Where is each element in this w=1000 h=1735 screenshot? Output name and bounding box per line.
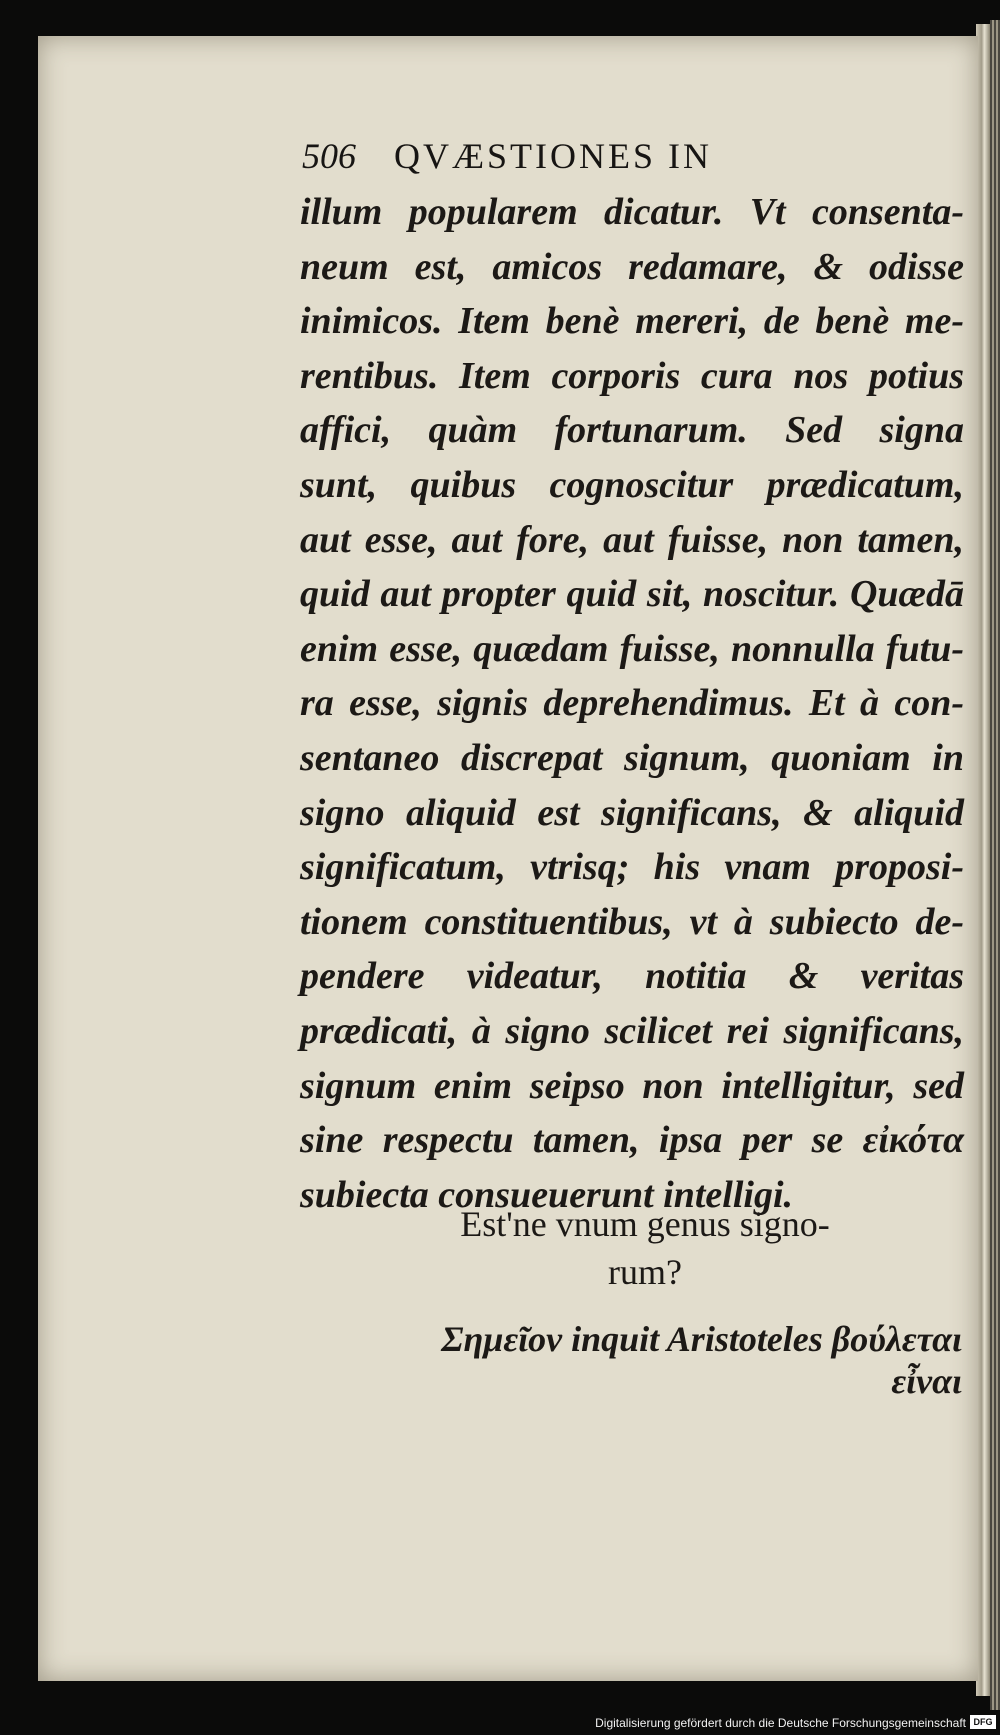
text-line: signum enim seipso non intelligitur, sed bbox=[300, 1064, 964, 1107]
text-line: sine respectu tamen, ipsa per se εἰκότα bbox=[300, 1119, 964, 1162]
answer-text bbox=[362, 1318, 962, 1402]
dfg-logo: DFG bbox=[970, 1715, 996, 1729]
text-line: signo aliquid est significans, & aliquid bbox=[300, 791, 964, 834]
text-line: affici, quàm fortunarum. Sed signa bbox=[300, 409, 964, 452]
text-line: pendere videatur, notitia & veritas bbox=[300, 955, 964, 998]
footer-credit: Digitalisierung gefördert durch die Deutsche Forschungsgemeinschaft bbox=[595, 1716, 966, 1730]
page-fore-edge bbox=[976, 24, 990, 1696]
text-line: sentaneo discrepat signum, quoniam in bbox=[300, 736, 964, 779]
text-line: sunt, quibus cognoscitur prædicatum, bbox=[300, 463, 964, 506]
text-line: Σημεῖον inquit Aristoteles βούλεται bbox=[441, 1319, 962, 1359]
text-line: quid aut propter quid sit, noscitur. Quædā bbox=[300, 573, 964, 616]
running-title: QVÆSTIONES IN bbox=[394, 136, 712, 176]
page-number: 506 bbox=[302, 136, 356, 176]
text-line: aut esse, aut fore, aut fuisse, non tamen, bbox=[300, 518, 964, 561]
text-line: illum popularem dicatur. Vt consenta- bbox=[300, 191, 964, 233]
heading-line: Est'ne vnum genus signo- bbox=[460, 1204, 830, 1244]
text-line: ra esse, signis deprehendimus. Et à con- bbox=[300, 682, 964, 725]
text-line: enim esse, quædam fuisse, nonnulla futu- bbox=[300, 627, 964, 670]
running-header bbox=[302, 135, 712, 177]
text-line: neum est, amicos redamare, & odisse bbox=[300, 245, 964, 288]
book-edge-stripes bbox=[990, 20, 1000, 1710]
text-line: significatum, vtrisq; his vnam proposi- bbox=[300, 846, 964, 889]
text-line: subiecta consueuerunt intelligi. bbox=[300, 1173, 794, 1216]
text-line: inimicos. Item benè mereri, de benè me- bbox=[300, 300, 964, 343]
question-heading bbox=[380, 1200, 910, 1296]
text-line: rentibus. Item corporis cura nos potius bbox=[300, 354, 964, 397]
heading-line: rum? bbox=[608, 1252, 682, 1292]
body-text bbox=[300, 185, 964, 1222]
text-line: εἶναι bbox=[891, 1361, 962, 1401]
text-line: tionem constituentibus, vt à subiecto de- bbox=[300, 900, 964, 943]
text-line: prædicati, à signo scilicet rei significans, bbox=[300, 1009, 964, 1052]
